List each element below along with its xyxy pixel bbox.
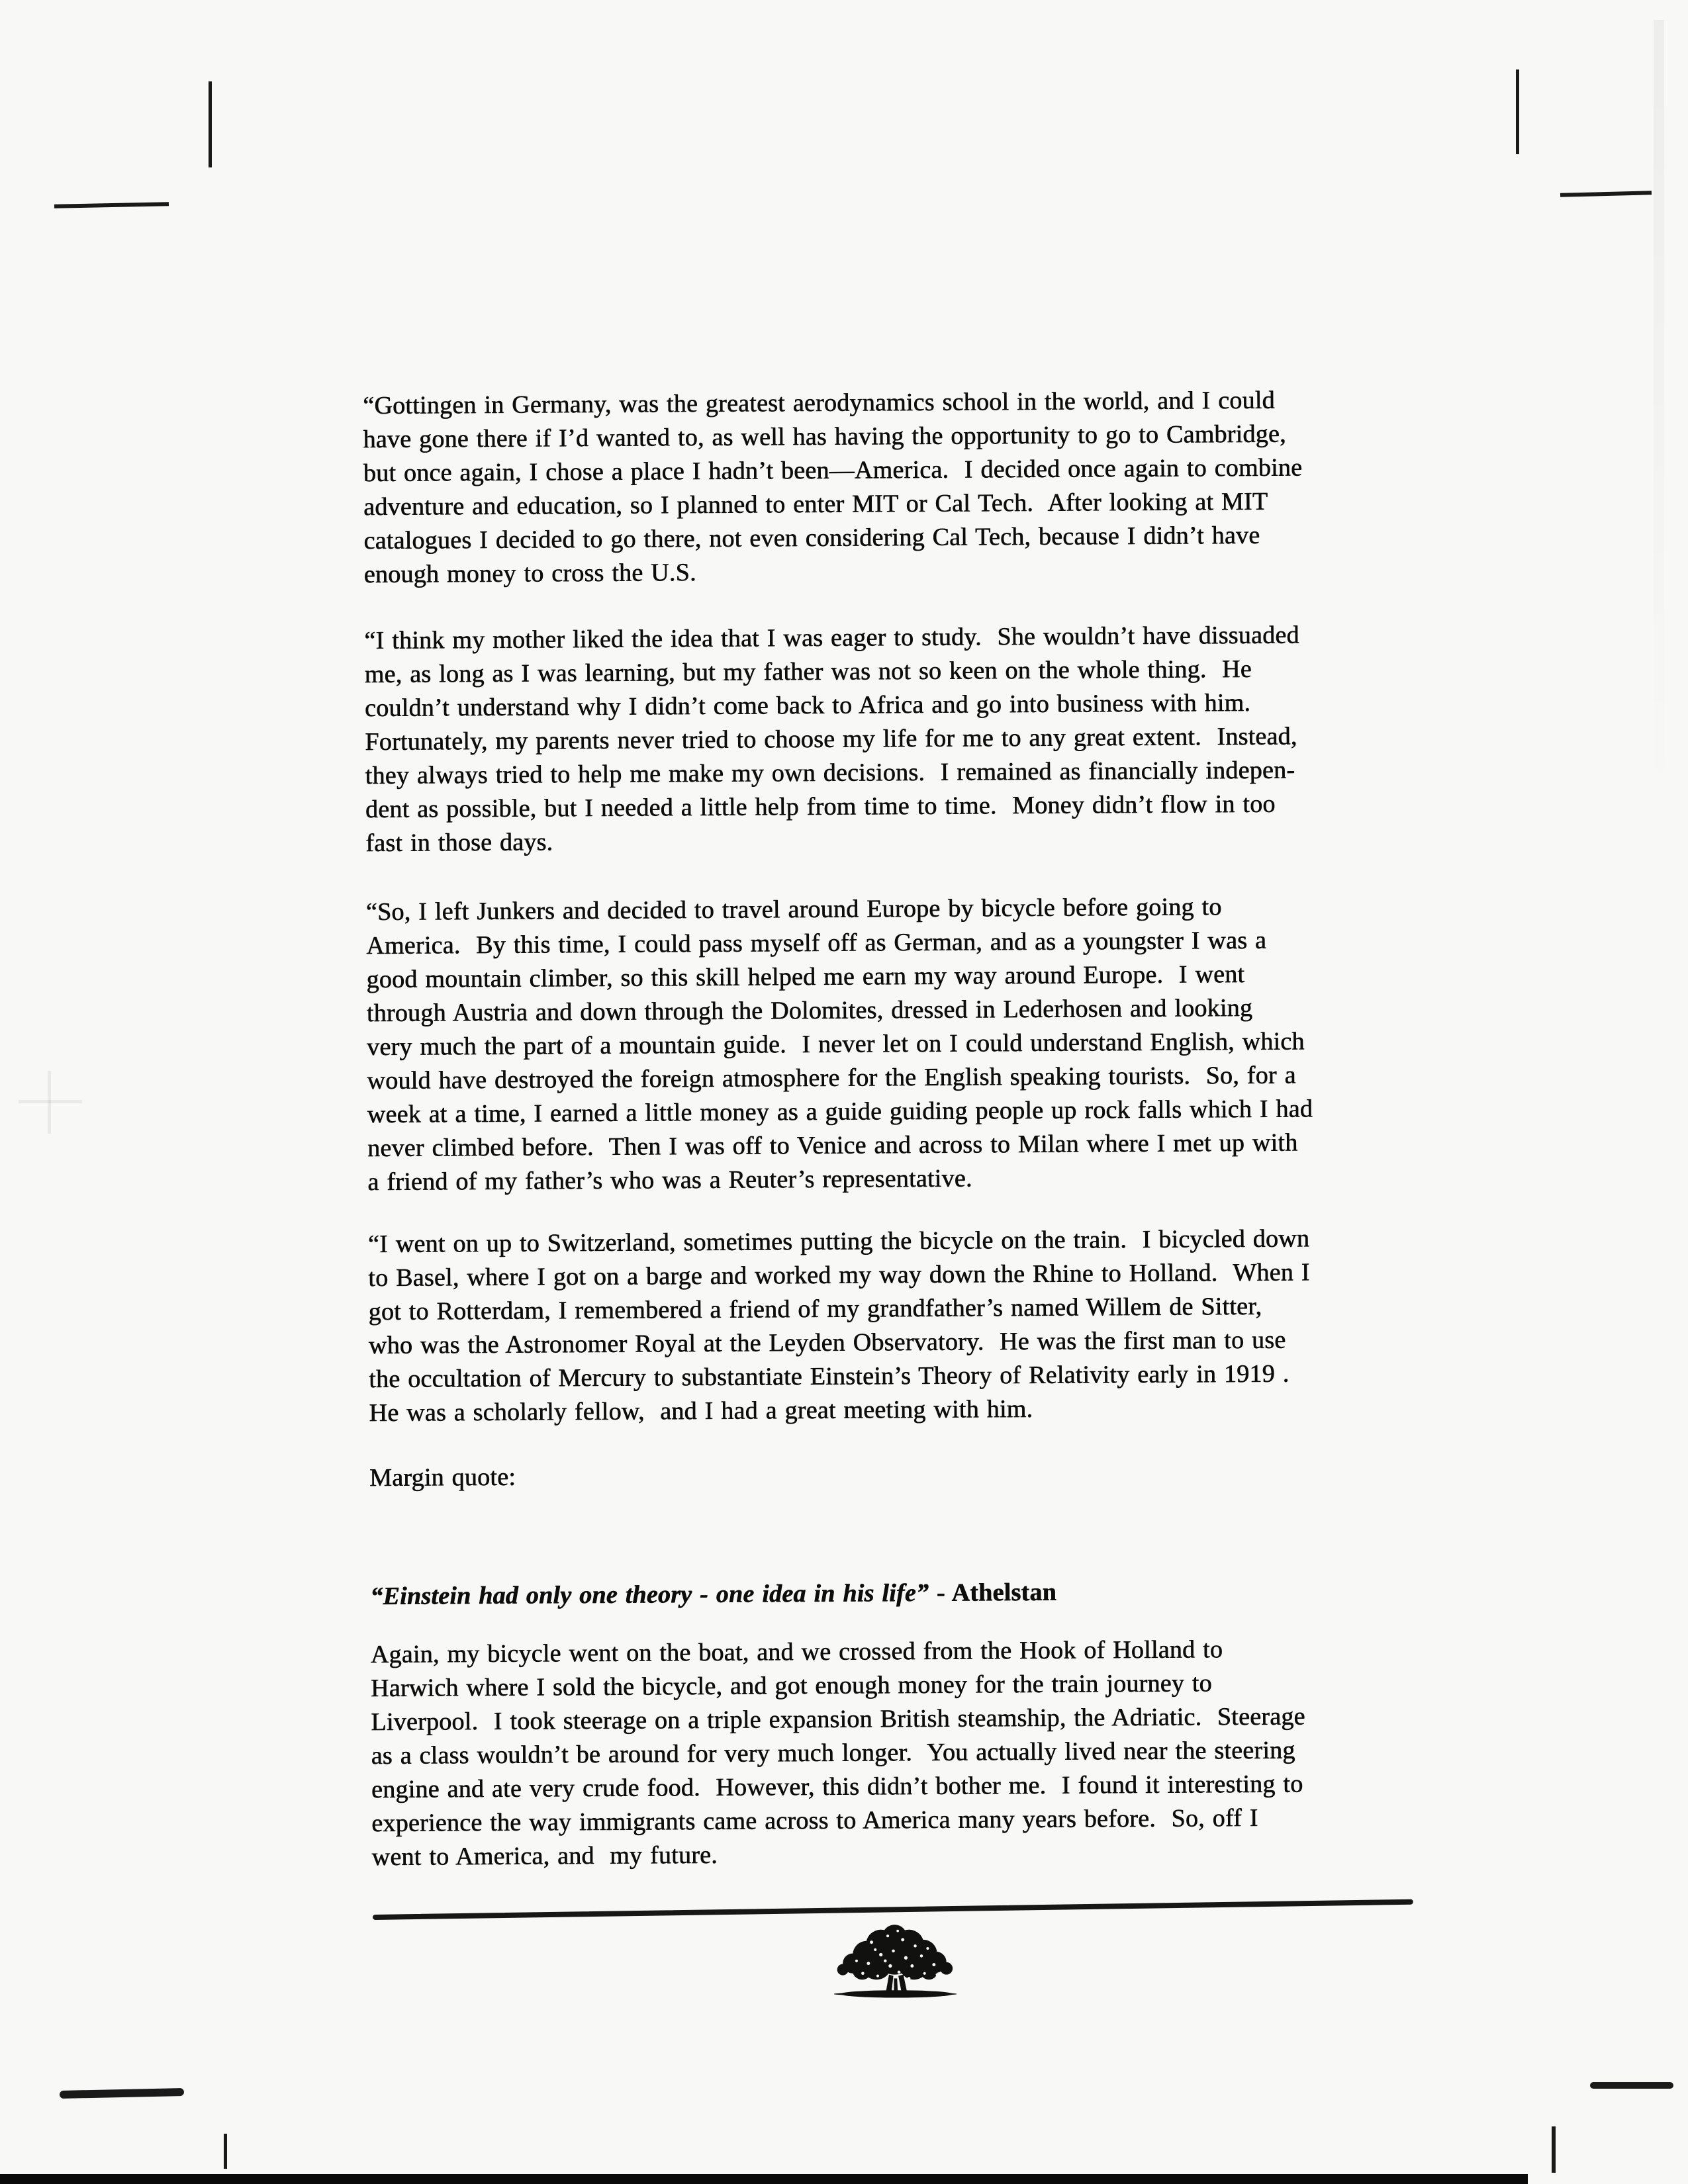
- scan-edge-shading: [1654, 20, 1664, 814]
- faint-registration-cross-vertical: [48, 1071, 51, 1134]
- paragraph-mother-father: “I think my mother liked the idea that I was eager to study. She wouldn’t have dissuaded me, as long as I was learning, but my father was not so keen on the whole thing. He couldn’t understand why I didn’t come back to Africa and go into business with him. Fortunately, my parents never tried to choose my life for me to any great extent. Instead, they always tried to help me make my own decisions. I remained as financially indepen- dent as possible, but I needed a little help from time to time. Money didn’t flow in too fast in those days.: [364, 621, 1299, 857]
- crop-mark-bottom-right-vertical: [1552, 2126, 1556, 2173]
- quote-text: “Einstein had only one theory - one idea in his life”: [370, 1578, 929, 1610]
- crop-mark-top-right-vertical: [1516, 69, 1519, 154]
- oak-tree-logo: [834, 1923, 965, 2008]
- crop-mark-top-right-horizontal: [1560, 191, 1652, 197]
- quote-attribution: - Athelstan: [928, 1578, 1057, 1607]
- crop-mark-top-left-vertical: [209, 81, 212, 167]
- einstein-quote-line: [370, 1574, 1316, 1614]
- footer-rule: [373, 1899, 1413, 1920]
- paragraph-gottingen: “Gottingen in Germany, was the greatest aerodynamics school in the world, and I could have gone there if I’d wanted to, as well has having the opportunity to go to Cambridge, but once again, I chose a place I hadn’t been—America. I decided once again to combine adventure and education, so I planned to enter MIT or Cal Tech. After looking at MIT catalogues I decided to go there, not even considering Cal Tech, because I didn’t have enough money to cross the U.S.: [363, 386, 1303, 588]
- scanner-edge-bar: [0, 2174, 1528, 2184]
- crop-mark-bottom-left-horizontal: [60, 2088, 184, 2099]
- paragraph-left-junkers: “So, I left Junkers and decided to travel around Europe by bicycle before going to America. By this time, I could pass myself off as German, and as a youngster I was a good mountain climber, so this skill helped me earn my way around Europe. I went through Austria and down through the Dolomites, dressed in Lederhosen and looking very much the part of a mountain guide. I never let on I could understand English, which would have destroyed the foreign atmosphere for the English speaking tourists. So, for a week at a time, I earned a little money as a guide guiding people up rock falls which I had never climbed before. Then I was off to Venice and across to Milan where I met up with a friend of my father’s who was a Reuter’s representative.: [365, 893, 1313, 1196]
- paragraph-again-bicycle: Again, my bicycle went on the boat, and we crossed from the Hook of Holland to Harwich where I sold the bicycle, and got enough money for the train journey to Liverpool. I took steerage on a triple expansion British steamship, the Adriatic. Steerage as a class wouldn’t be around for very much longer. You actually lived near the steering engine and ate very crude food. However, this didn’t bother me. I found it interesting to experience the way immigrants came across to America many years before. So, off I went to America, and my future.: [370, 1635, 1305, 1871]
- crop-mark-top-left-horizontal: [54, 202, 169, 208]
- margin-quote-label: Margin quote:: [369, 1463, 516, 1492]
- crop-mark-bottom-left-vertical: [224, 2134, 227, 2169]
- paragraph-switzerland: “I went on up to Switzerland, sometimes putting the bicycle on the train. I bicycled down to Basel, where I got on a barge and worked my way down the Rhine to Holland. When I got to Rotterdam, I remembered a friend of my grandfather’s named Willem de Sitter, who was the Astronomer Royal at the Leyden Observatory. He was the first man to use the occultation of Mercury to substantiate Einstein’s Theory of Relativity early in 1919 . He was a scholarly fellow, and I had a great meeting with him.: [367, 1224, 1310, 1427]
- memoir-text-block: [363, 383, 1317, 1874]
- crop-mark-bottom-right-horizontal: [1590, 2082, 1673, 2089]
